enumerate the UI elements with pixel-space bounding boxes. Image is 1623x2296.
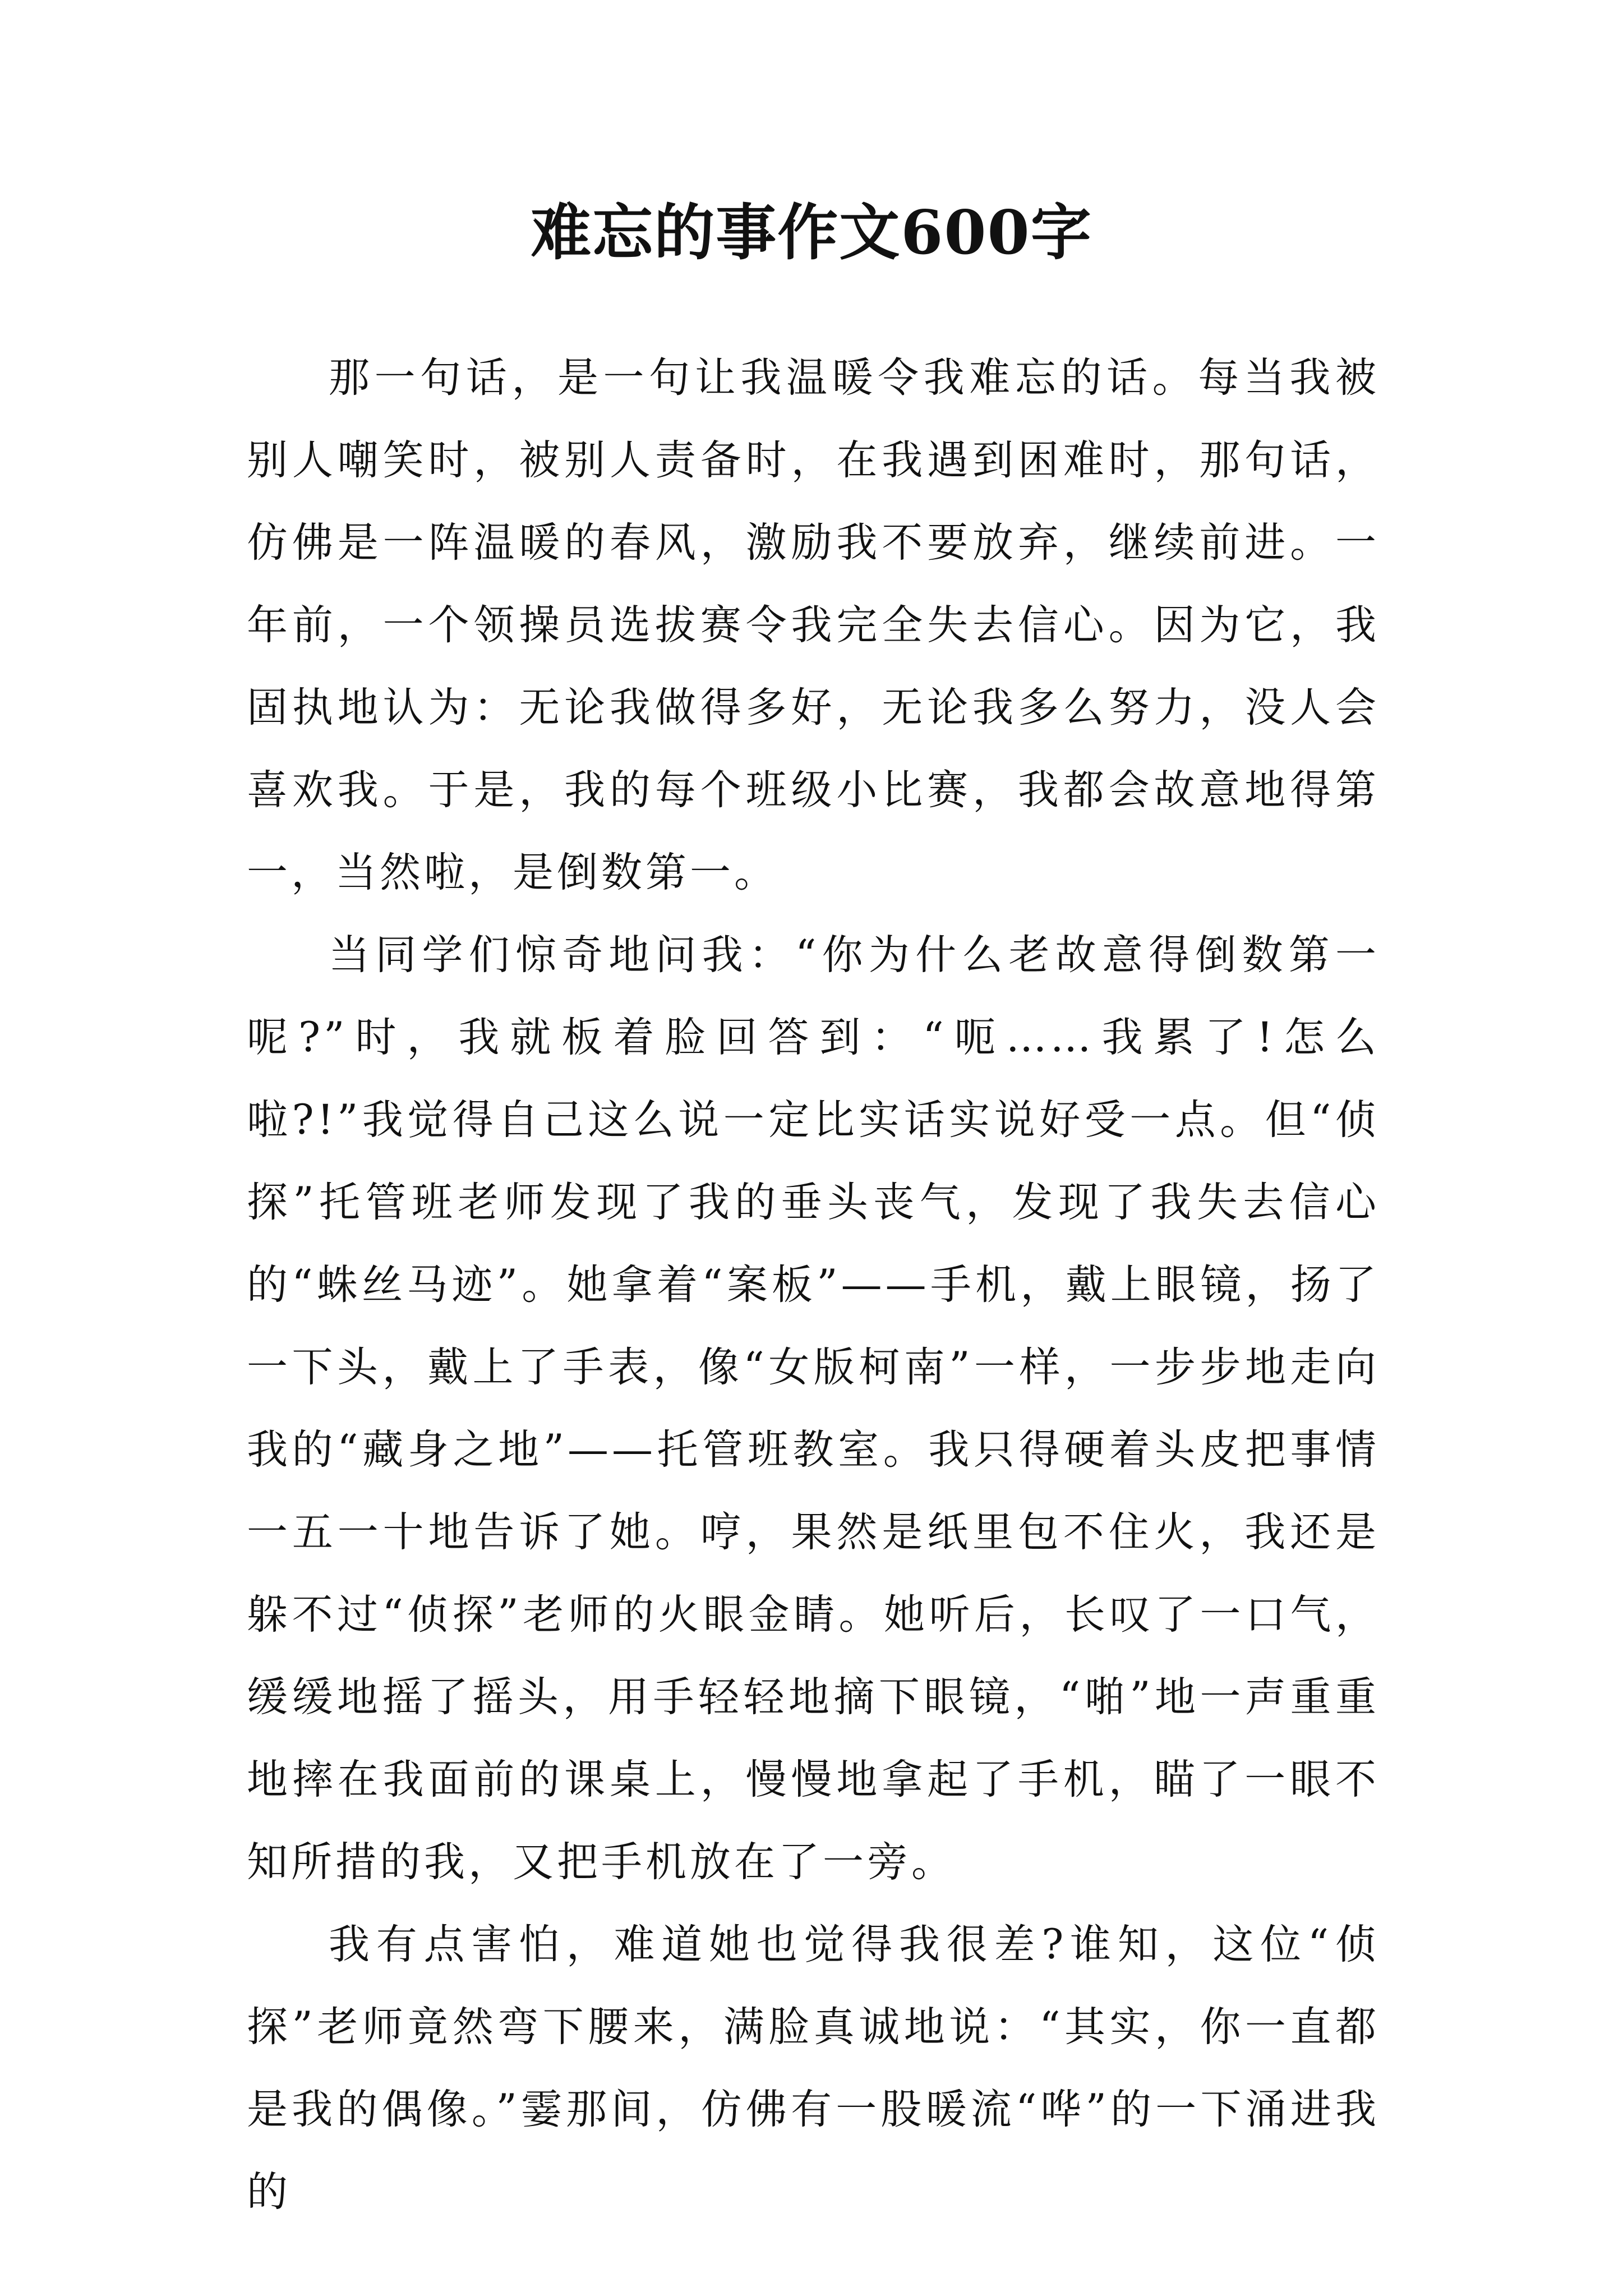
paragraph-3: 我有点害怕，难道她也觉得我很差?谁知，这位“侦探”老师竟然弯下腰来，满脸真诚地说：“其实，你一直都是我的偶像。”霎那间，仿佛有一股暖流“哗”的一下涌进我的 bbox=[247, 1921, 1380, 2216]
paragraph-1: 那一句话，是一句让我温暖令我难忘的话。每当我被别人嘲笑时，被别人责备时，在我遇到困难时，那句话，仿佛是一阵温暖的春风，激励我不要放弃，继续前进。一年前，一个领操员选拔赛令我完全失去信心。因为它，我固执地认为：无论我做得多好，无论我多么努力，没人会喜欢我。于是，我的每个班级小比赛，我都会故意地得第一，当然啦，是倒数第一。 bbox=[247, 354, 1380, 896]
document-title: 难忘的事作文600字 bbox=[531, 197, 1092, 268]
document-body bbox=[247, 337, 1380, 2233]
paragraph-2: 当同学们惊奇地问我：“你为什么老故意得倒数第一呢?”时，我就板着脸回答到：“呃……我累了!怎么啦?!”我觉得自己这么说一定比实话实说好受一点。但“侦探”托管班老师发现了我的垂头丧气，发现了我失去信心的“蛛丝马迹”。她拿着“案板”——手机，戴上眼镜，扬了一下头，戴上了手表，像“女版柯南”一样，一步步地走向我的“藏身之地”——托管班教室。我只得硬着头皮把事情一五一十地告诉了她。哼，果然是纸里包不住火，我还是躲不过“侦探”老师的火眼金睛。她听后，长叹了一口气，缓缓地摇了摇头，用手轻轻地摘下眼镜，“啪”地一声重重地摔在我面前的课桌上，慢慢地拿起了手机，瞄了一眼不知所措的我，又把手机放在了一旁。 bbox=[247, 931, 1380, 1886]
